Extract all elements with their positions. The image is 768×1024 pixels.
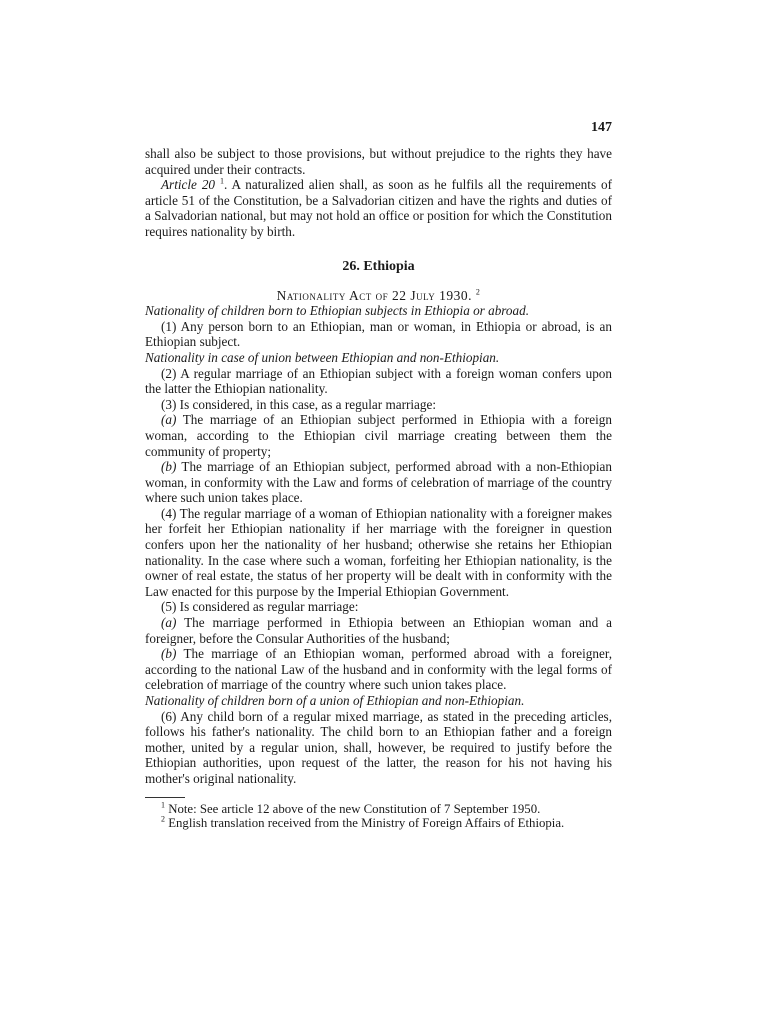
paragraph-1: (1) Any person born to an Ethiopian, man or woman, in Ethiopia or abroad, is an Ethiopian subject.: [145, 318, 612, 350]
footnote-mark: 1: [161, 800, 165, 810]
article-reference: Article 20: [161, 177, 216, 193]
item-text: The marriage of an Ethiopian subject, performed abroad with a non-Ethiopian woman, in conformity with the Law and forms of celebration of marriage of the country where such union takes place.: [145, 459, 612, 506]
paragraph-6: (6) Any child born of a regular mixed marriage, as stated in the preceding articles, follows his father's nationality. The child born to an Ethiopian father and a foreign mother, united by a regular union, shall, however, be required to justify before the Ethiopian authorities, upon request of the latter, the reason for his not having his mother's original nationality.: [145, 708, 612, 786]
footnote-ref-2: 2: [475, 287, 481, 297]
article-20-text: . A naturalized alien shall, as soon as he fulfils all the requirements of article 51 of the Constitution, be a Salvadorian citizen and have the rights and duties of a Salvadorian national, but may not hold an office or position for which the Constitution requires nationality by birth.: [145, 177, 613, 239]
paragraph-3: (3) Is considered, in this case, as a regular marriage:: [161, 396, 436, 412]
section-heading: 26. Ethiopia: [342, 258, 415, 274]
paragraph-4: (4) The regular marriage of a woman of Ethiopian nationality with a foreigner makes her forfeit her Ethiopian nationality if her marriage with the foreigner in question confers upon her the nationality of her husband; otherwise she retains her Ethiopian nationality. In the case where such a woman, forfeiting her Ethiopian nationality, is the owner of real estate, the status of her property will be dealt with in conformity with the Law enacted for this purpose by the Imperial Ethiopian Government.: [145, 505, 612, 599]
page-number: 147: [591, 120, 612, 135]
footnote-text: English translation received from the Ministry of Foreign Affairs of Ethiopia.: [165, 816, 565, 831]
item-label: (a): [161, 412, 177, 428]
act-title: [145, 288, 612, 304]
subheading-children-born: Nationality of children born to Ethiopian subjects in Ethiopia or abroad.: [145, 303, 530, 319]
paragraph-5a: [145, 615, 612, 646]
subheading-mixed-union: Nationality of children born of a union of Ethiopian and non-Ethiopian.: [145, 693, 525, 708]
paragraph-3b: [145, 459, 612, 506]
item-text: The marriage of an Ethiopian woman, performed abroad with a foreigner, according to the national Law of the husband and in conformity with the legal forms of celebration of marriage of the country where such union takes place.: [145, 646, 612, 693]
footnote-ref-1: 1: [219, 176, 224, 186]
subheading-union: Nationality in case of union between Ethiopian and non-Ethiopian.: [145, 349, 500, 365]
paragraph-2: (2) A regular marriage of an Ethiopian subject with a foreign woman confers upon the latter the Ethiopian nationality.: [145, 365, 612, 397]
paragraph-5: (5) Is considered as regular marriage:: [161, 599, 359, 615]
article-20-paragraph: [145, 177, 612, 239]
act-title-text: Nationality Act of 22 July 1930.: [276, 287, 472, 303]
page-body: [145, 146, 612, 831]
footnote-mark: 2: [161, 814, 165, 824]
intro-paragraph-continued: shall also be subject to those provisions, but without prejudice to the rights they have acquired under their contracts.: [145, 146, 612, 177]
item-text: The marriage performed in Ethiopia between an Ethiopian woman and a foreigner, before the Consular Authorities of the husband;: [145, 615, 612, 646]
footnote-divider: [145, 797, 185, 798]
paragraph-5b: [145, 646, 612, 693]
item-label: (a): [161, 615, 177, 631]
footnote-2: [145, 816, 612, 831]
footnote-1: [145, 802, 612, 817]
item-label: (b): [161, 646, 177, 662]
item-text: The marriage of an Ethiopian subject performed in Ethiopia with a foreign woman, according to the Ethiopian civil marriage creating between them the community of property;: [145, 412, 612, 459]
item-label: (b): [161, 459, 177, 475]
footnote-text: Note: See article 12 above of the new Constitution of 7 September 1950.: [165, 801, 541, 816]
paragraph-3a: [145, 412, 612, 459]
